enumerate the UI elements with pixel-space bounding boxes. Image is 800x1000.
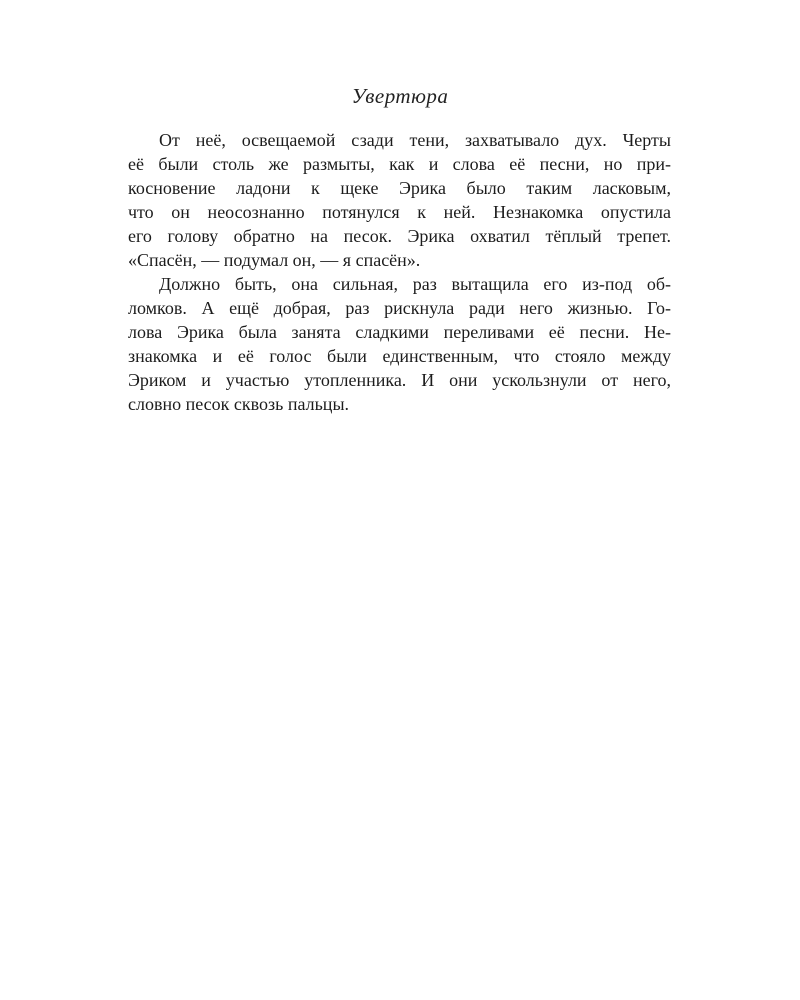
text-line: словно песок сквозь пальцы. — [128, 394, 350, 414]
text-line: Эриком и участью утопленника. И они ускользнули от него, — [128, 370, 671, 390]
body-text — [128, 128, 671, 416]
text-line: его голову обратно на песок. Эрика охватил тёплый трепет. — [128, 226, 671, 246]
text-line: что он неосознанно потянулся к ней. Незнакомка опустила — [128, 202, 671, 222]
paragraph-1 — [128, 128, 671, 272]
text-line: косновение ладони к щеке Эрика было таким ласковым, — [128, 178, 671, 198]
text-line: знакомка и её голос были единственным, что стояло между — [128, 346, 671, 366]
text-line: «Спасён, — подумал он, — я спасён». — [128, 250, 421, 270]
chapter-title: Увертюра — [351, 84, 449, 108]
text-line: Должно быть, она сильная, раз вытащила его из-под об- — [159, 274, 671, 294]
paragraph-2 — [128, 272, 671, 416]
text-line: лова Эрика была занята сладкими переливами её песни. Не- — [128, 322, 671, 342]
text-line: её были столь же размыты, как и слова её песни, но при- — [128, 154, 671, 174]
text-line: От неё, освещаемой сзади тени, захватывало дух. Черты — [159, 130, 671, 150]
text-line: ломков. А ещё добрая, раз рискнула ради него жизнью. Го- — [128, 298, 671, 318]
